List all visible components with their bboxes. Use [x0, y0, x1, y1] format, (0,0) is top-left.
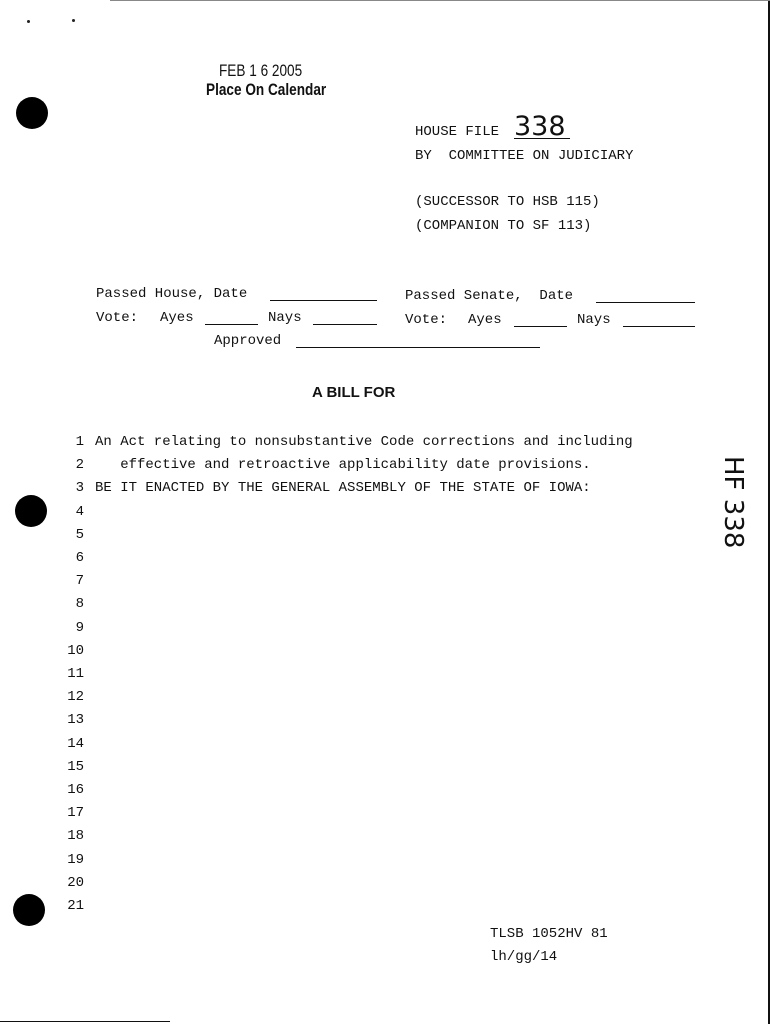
house-file-underline: [514, 138, 570, 139]
house-file-label: HOUSE FILE: [415, 124, 500, 140]
punch-hole: [16, 97, 48, 129]
line-number: 7: [75, 573, 84, 590]
house-nays-blank: [313, 324, 377, 325]
line-number: 10: [67, 642, 84, 659]
line-number: 9: [75, 619, 84, 636]
margin-handwritten-note: HF 338: [718, 456, 748, 549]
line-number: 18: [67, 828, 84, 845]
house-nays-label: Nays: [268, 310, 302, 326]
line-number: 1: [75, 434, 84, 450]
house-vote-label: Vote:: [96, 310, 139, 326]
page-edge-bottom: [0, 1021, 170, 1022]
passed-house-date-blank: [270, 300, 377, 301]
senate-nays-blank: [623, 326, 695, 327]
scan-speck: [72, 19, 75, 22]
bill-title: A BILL FOR: [312, 384, 396, 401]
line-number: 15: [67, 758, 84, 775]
passed-house-label: Passed House, Date: [96, 286, 248, 302]
line-number: 13: [67, 712, 84, 729]
passed-senate-label: Passed Senate, Date: [405, 288, 574, 304]
line-number: 2: [75, 457, 84, 474]
line-text: effective and retroactive applicability date provisions.: [95, 457, 591, 474]
footer-code: TLSB 1052HV 81: [490, 926, 608, 942]
sponsor-line: BY COMMITTEE ON JUDICIARY: [415, 148, 634, 164]
line-number: 21: [67, 898, 84, 914]
line-number: 20: [67, 874, 84, 891]
line-number: 16: [67, 782, 84, 798]
approved-blank: [296, 347, 540, 348]
page-edge-top: [110, 0, 770, 1]
line-number: 11: [67, 666, 84, 682]
house-file-number: 338: [514, 111, 566, 142]
line-number: 12: [67, 689, 84, 706]
scan-speck: [27, 20, 30, 23]
senate-nays-label: Nays: [577, 312, 611, 328]
line-number: 14: [67, 735, 84, 752]
line-text: An Act relating to nonsubstantive Code corrections and including: [95, 434, 633, 450]
line-number: 17: [67, 805, 84, 822]
line-number: 3: [75, 480, 84, 497]
companion-line: (COMPANION TO SF 113): [415, 218, 592, 234]
stamp-date: FEB 1 6 2005: [219, 61, 303, 80]
line-number: 19: [67, 851, 84, 868]
line-number: 8: [75, 596, 84, 613]
footer-initials: lh/gg/14: [490, 949, 558, 965]
senate-ayes-label: Ayes: [468, 312, 502, 328]
successor-line: (SUCCESSOR TO HSB 115): [415, 194, 600, 210]
house-ayes-label: Ayes: [160, 310, 194, 326]
line-number: 6: [75, 550, 84, 566]
line-text: BE IT ENACTED BY THE GENERAL ASSEMBLY OF THE STATE OF IOWA:: [95, 480, 591, 497]
senate-vote-label: Vote:: [405, 312, 448, 328]
approved-label: Approved: [214, 333, 282, 349]
line-number: 5: [75, 526, 84, 543]
stamp-action: Place On Calendar: [206, 80, 327, 99]
line-number: 4: [75, 503, 84, 520]
house-ayes-blank: [205, 324, 258, 325]
senate-ayes-blank: [514, 326, 567, 327]
passed-senate-date-blank: [596, 302, 695, 303]
